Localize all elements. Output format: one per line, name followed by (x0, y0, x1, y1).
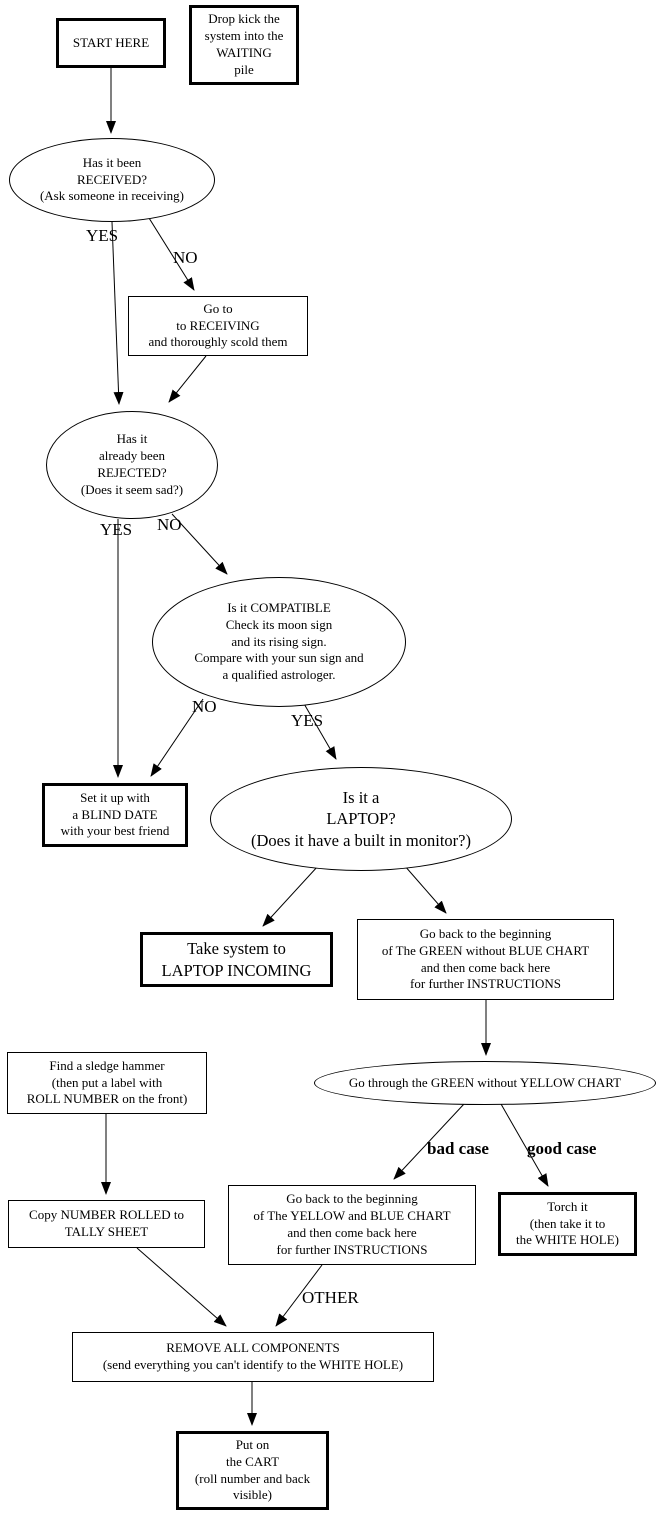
node-text-line: (Ask someone in receiving) (39, 188, 185, 204)
node-text-line: and its rising sign. (231, 633, 327, 649)
node-text-line: WAITING (216, 45, 272, 60)
node-text-line: Compare with your sun sign and (194, 650, 364, 666)
node-text-line: visible) (233, 1487, 272, 1503)
node-rejected-question (46, 411, 218, 519)
node-sledge-hammer (7, 1052, 207, 1114)
label-good-case: good case (527, 1139, 597, 1158)
node-green-without-yellow-chart (314, 1061, 656, 1105)
node-text-line: Put on (235, 1436, 270, 1452)
node-text-line: Drop kick the (208, 11, 280, 27)
node-text-line: Has it (116, 431, 148, 447)
node-text-line: (then put a label with (51, 1074, 163, 1090)
node-text-line: REJECTED? (97, 465, 167, 480)
node-copy-number-rolled (8, 1200, 205, 1248)
node-text-line: Check its moon sign (225, 616, 333, 632)
node-text-line: LAPTOP INCOMING (161, 960, 312, 980)
node-text-line: and then come back here (420, 959, 551, 975)
node-text-line: for further INSTRUCTIONS (410, 976, 561, 992)
node-blind-date (42, 783, 188, 847)
node-text-line: RECEIVED? (76, 171, 148, 187)
node-drop-kick (189, 5, 299, 85)
node-text-line: (roll number and back (194, 1470, 311, 1486)
node-text-line: a qualified astrologer. (222, 667, 336, 683)
node-text-line: a BLIND DATE (72, 806, 158, 822)
node-text-line: Is it a (342, 787, 380, 807)
node-text-line: Go to (203, 300, 233, 316)
node-remove-components (72, 1332, 434, 1382)
node-text-line: (Does it have a built in monitor?) (251, 830, 471, 850)
node-text-line: Go back to the beginning (419, 925, 552, 941)
node-text-line: system into the (204, 28, 284, 44)
node-text-line: ROLL NUMBER on the front) (26, 1091, 188, 1107)
label-other: OTHER (302, 1288, 359, 1307)
edge-laptop-to-laptopincoming (263, 866, 318, 926)
node-received-question (9, 138, 215, 222)
node-text-line: and then come back here (287, 1225, 417, 1240)
node-text-line: (then take it to (529, 1215, 606, 1231)
node-text-line: and thoroughly scold them (148, 334, 288, 350)
label-received-no: NO (173, 248, 198, 267)
node-text-line: Go through the GREEN without YELLOW CHART (348, 1074, 622, 1090)
node-text-line: Find a sledge hammer (49, 1057, 165, 1073)
node-text-line: (send everything you can't identify to the WHITE HOLE) (102, 1357, 404, 1372)
label-rejected-no: NO (157, 515, 182, 534)
node-text-line: LAPTOP? (326, 809, 396, 829)
node-text-line: of The YELLOW and BLUE CHART (253, 1208, 451, 1224)
label-rejected-yes: YES (100, 520, 133, 539)
node-text-line: the CART (225, 1453, 280, 1469)
node-text-line: REMOVE ALL COMPONENTS (166, 1340, 340, 1356)
node-compatible-question (152, 577, 406, 707)
node-start-here (56, 18, 166, 68)
node-text-line: Torch it (547, 1198, 588, 1214)
node-text-line: TALLY SHEET (64, 1224, 149, 1239)
node-text-line: Has it been (82, 154, 142, 170)
edge-copynumber-to-remove (137, 1248, 226, 1326)
label-bad-case: bad case (427, 1139, 489, 1158)
node-put-on-cart (176, 1431, 329, 1510)
node-laptop-question (210, 767, 512, 871)
node-text-line: Go back to the beginning (286, 1191, 418, 1207)
label-received-yes: YES (86, 226, 119, 245)
node-text-line: already been (98, 448, 166, 464)
node-text-line: Take system to (187, 939, 286, 959)
node-text-line: Set it up with (80, 789, 150, 805)
node-green-without-blue-chart (357, 919, 614, 1000)
node-text-line: for further INSTRUCTIONS (276, 1241, 428, 1257)
node-text-line: Is it COMPATIBLE (227, 599, 331, 615)
node-scold-receiving (128, 296, 308, 356)
node-text-line: START HERE (72, 34, 150, 50)
node-text-line: of The GREEN without BLUE CHART (381, 942, 590, 958)
node-text-line: pile (234, 61, 254, 77)
node-laptop-incoming (140, 932, 333, 987)
node-text-line: Copy NUMBER ROLLED to (29, 1207, 184, 1223)
node-text-line: with your best friend (60, 823, 170, 839)
edge-received-yes-to-rejected (112, 222, 119, 404)
node-text-line: (Does it seem sad?) (80, 481, 184, 497)
node-text-line: the WHITE HOLE) (515, 1232, 619, 1248)
node-torch-it (498, 1192, 637, 1256)
node-yellow-and-blue-chart (228, 1185, 476, 1265)
label-compatible-no: NO (192, 697, 217, 716)
edge-laptop-to-greenblue (404, 865, 446, 913)
label-compatible-yes: YES (291, 711, 324, 730)
edge-scold-to-rejected (169, 356, 206, 402)
node-text-line: to RECEIVING (176, 317, 260, 333)
